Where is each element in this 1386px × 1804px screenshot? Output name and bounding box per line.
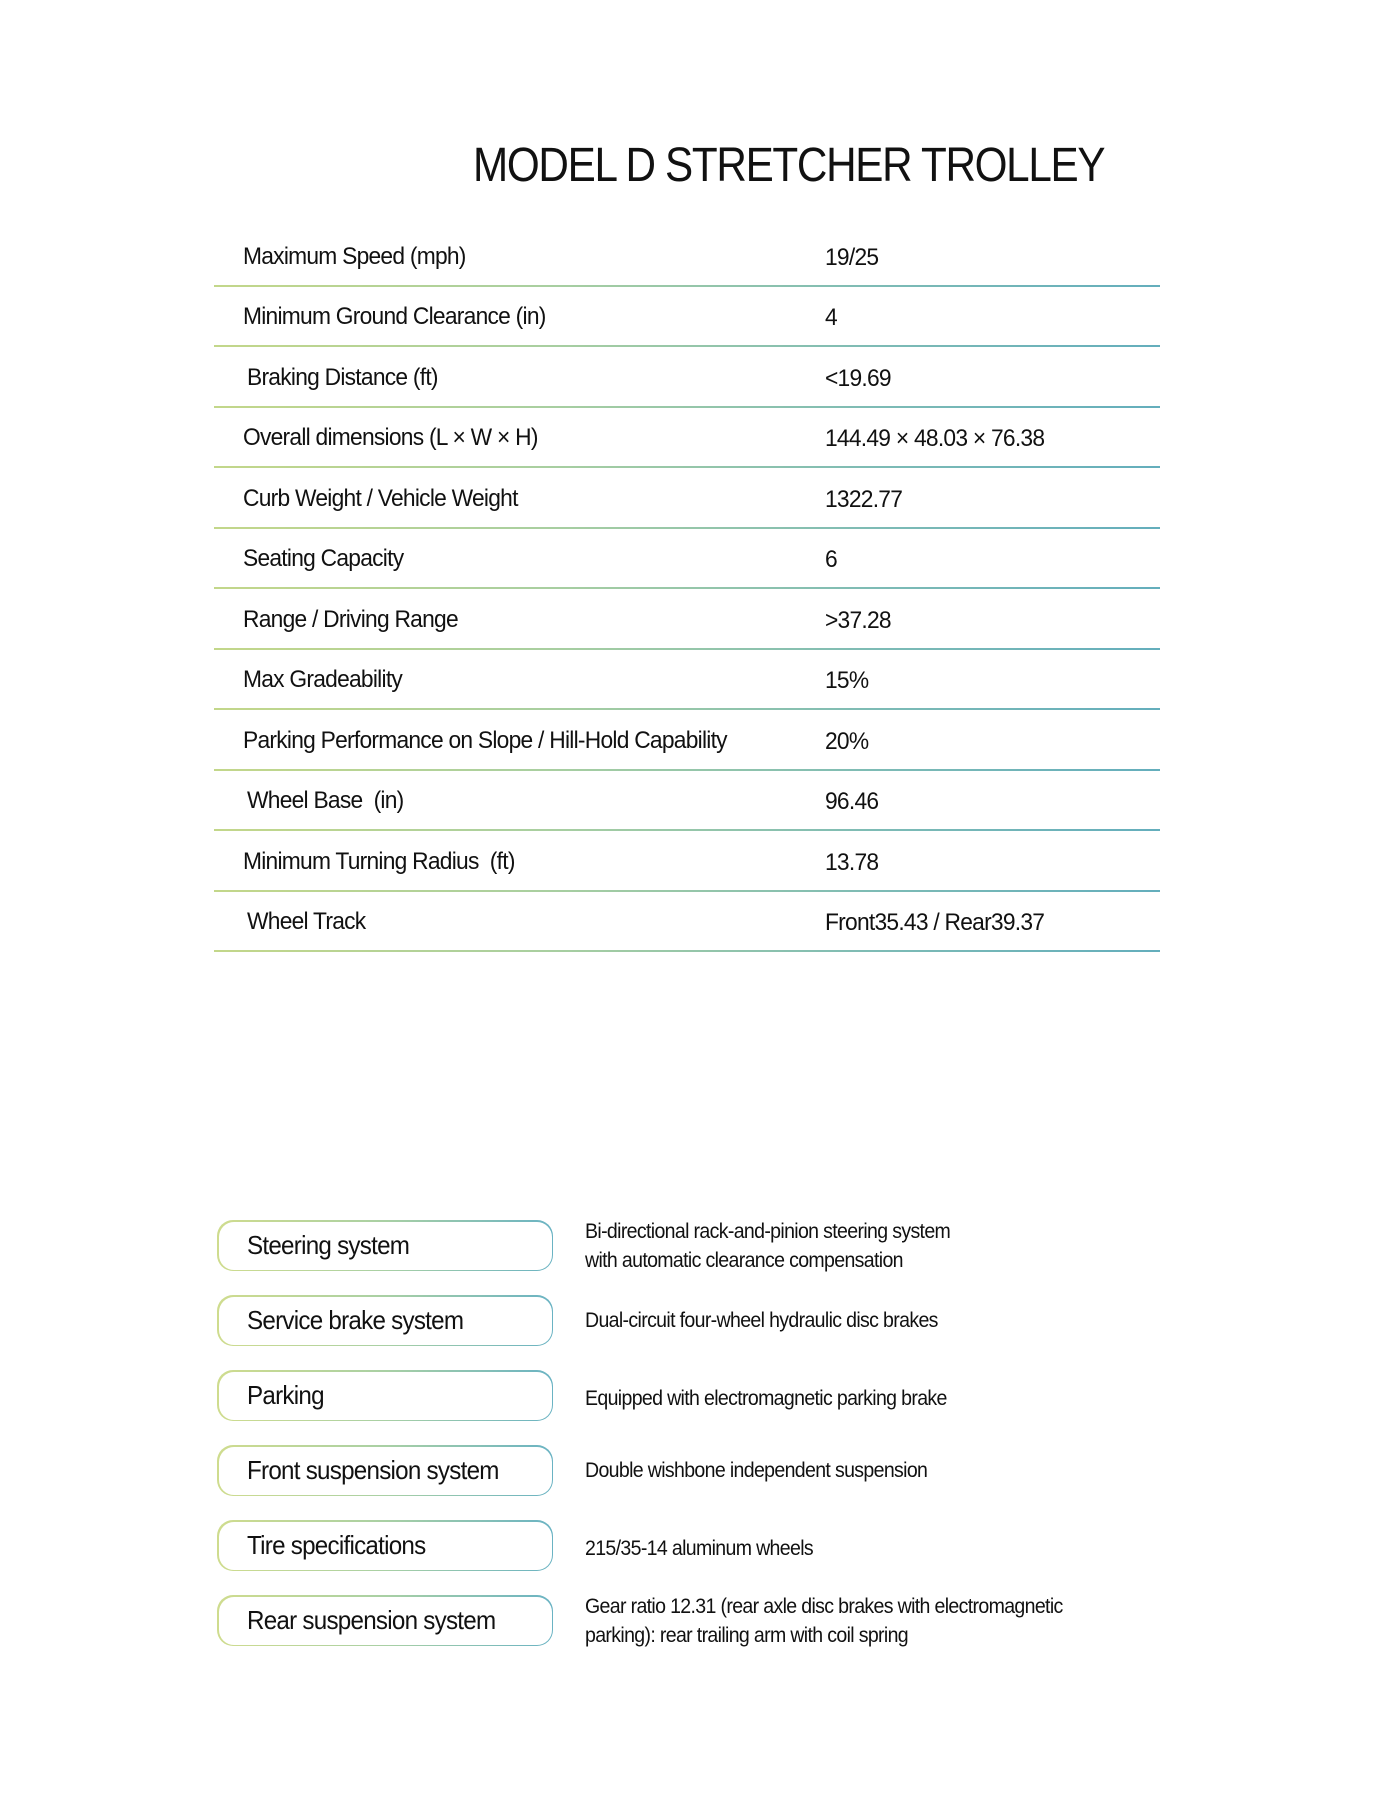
row-divider (214, 950, 1160, 952)
spec-value: 13.78 (825, 848, 879, 876)
feature-row-parking (217, 1370, 1177, 1445)
feature-row-service-brake (217, 1295, 1177, 1370)
spec-value: 6 (825, 546, 837, 573)
spec-value: 20% (825, 727, 869, 755)
spec-label: Range / Driving Range (243, 605, 458, 633)
spec-value: 1322.77 (825, 485, 903, 513)
feature-desc-line: Equipped with electromagnetic parking brake (585, 1387, 947, 1410)
spec-label: Wheel Track (247, 908, 366, 935)
spec-row-turning-radius (214, 831, 1160, 892)
spec-row-overall-dimensions (214, 408, 1160, 469)
feature-row-tire-specs (217, 1520, 1177, 1595)
feature-label: Rear suspension system (246, 1605, 495, 1635)
spec-value: 144.49 × 48.03 × 76.38 (825, 425, 1045, 452)
spec-row-braking-distance (214, 347, 1160, 408)
spec-label: Seating Capacity (243, 545, 404, 572)
feature-description (585, 1370, 1165, 1421)
spec-value: >37.28 (825, 606, 891, 634)
spec-value: 15% (825, 667, 869, 694)
feature-desc-line: with automatic clearance compensation (585, 1248, 903, 1272)
feature-desc-line: 215/35-14 aluminum wheels (585, 1537, 813, 1560)
feature-label: Steering system (246, 1230, 409, 1260)
spec-row-seating-capacity (214, 529, 1160, 590)
spec-value: 19/25 (825, 243, 879, 271)
feature-label: Parking (246, 1380, 324, 1410)
feature-description (585, 1220, 1165, 1271)
feature-description (585, 1595, 1165, 1646)
feature-label: Front suspension system (246, 1455, 499, 1485)
spec-label: Minimum Turning Radius (ft) (243, 847, 515, 875)
feature-label: Service brake system (246, 1305, 463, 1335)
feature-pill (217, 1295, 553, 1346)
feature-desc-line: Gear ratio 12.31 (rear axle disc brakes with electromagnetic (585, 1594, 1063, 1618)
spec-label: Wheel Base (in) (247, 787, 404, 814)
spec-value: 4 (825, 304, 837, 331)
spec-value: 96.46 (825, 788, 879, 815)
feature-pill (217, 1595, 553, 1646)
spec-value: Front35.43 / Rear39.37 (825, 909, 1045, 936)
feature-label: Tire specifications (246, 1530, 425, 1560)
spec-label: Max Gradeability (243, 666, 403, 693)
spec-table (214, 226, 1160, 952)
feature-pill (217, 1370, 553, 1421)
spec-row-driving-range (214, 589, 1160, 650)
spec-row-hill-hold (214, 710, 1160, 771)
spec-label: Braking Distance (ft) (247, 363, 438, 391)
spec-row-ground-clearance (214, 287, 1160, 348)
spec-label: Curb Weight / Vehicle Weight (243, 484, 518, 512)
spec-value: <19.69 (825, 364, 891, 392)
spec-label: Maximum Speed (mph) (243, 242, 466, 270)
feature-pill (217, 1220, 553, 1271)
feature-desc-line: Double wishbone independent suspension (585, 1459, 928, 1482)
feature-pill (217, 1520, 553, 1571)
spec-label: Minimum Ground Clearance (in) (243, 303, 546, 330)
feature-desc-line: parking): rear trailing arm with coil spring (585, 1623, 909, 1647)
feature-description (585, 1520, 1165, 1571)
feature-row-rear-suspension (217, 1595, 1177, 1670)
feature-description (585, 1445, 1165, 1496)
feature-desc-line: Bi-directional rack-and-pinion steering system (585, 1219, 951, 1243)
feature-description (585, 1295, 1165, 1346)
feature-list (217, 1220, 1177, 1670)
feature-pill (217, 1445, 553, 1496)
spec-row-wheel-track (214, 892, 1160, 953)
feature-row-steering (217, 1220, 1177, 1295)
spec-row-max-speed (214, 226, 1160, 287)
feature-desc-line: Dual-circuit four-wheel hydraulic disc brakes (585, 1309, 938, 1332)
spec-row-max-gradeability (214, 650, 1160, 711)
spec-label: Parking Performance on Slope / Hill-Hold Capability (243, 726, 727, 754)
spec-row-wheel-base (214, 771, 1160, 832)
spec-row-curb-weight (214, 468, 1160, 529)
feature-row-front-suspension (217, 1445, 1177, 1520)
page-title: MODEL D STRETCHER TROLLEY (473, 139, 1105, 192)
spec-label: Overall dimensions (L × W × H) (243, 424, 538, 451)
